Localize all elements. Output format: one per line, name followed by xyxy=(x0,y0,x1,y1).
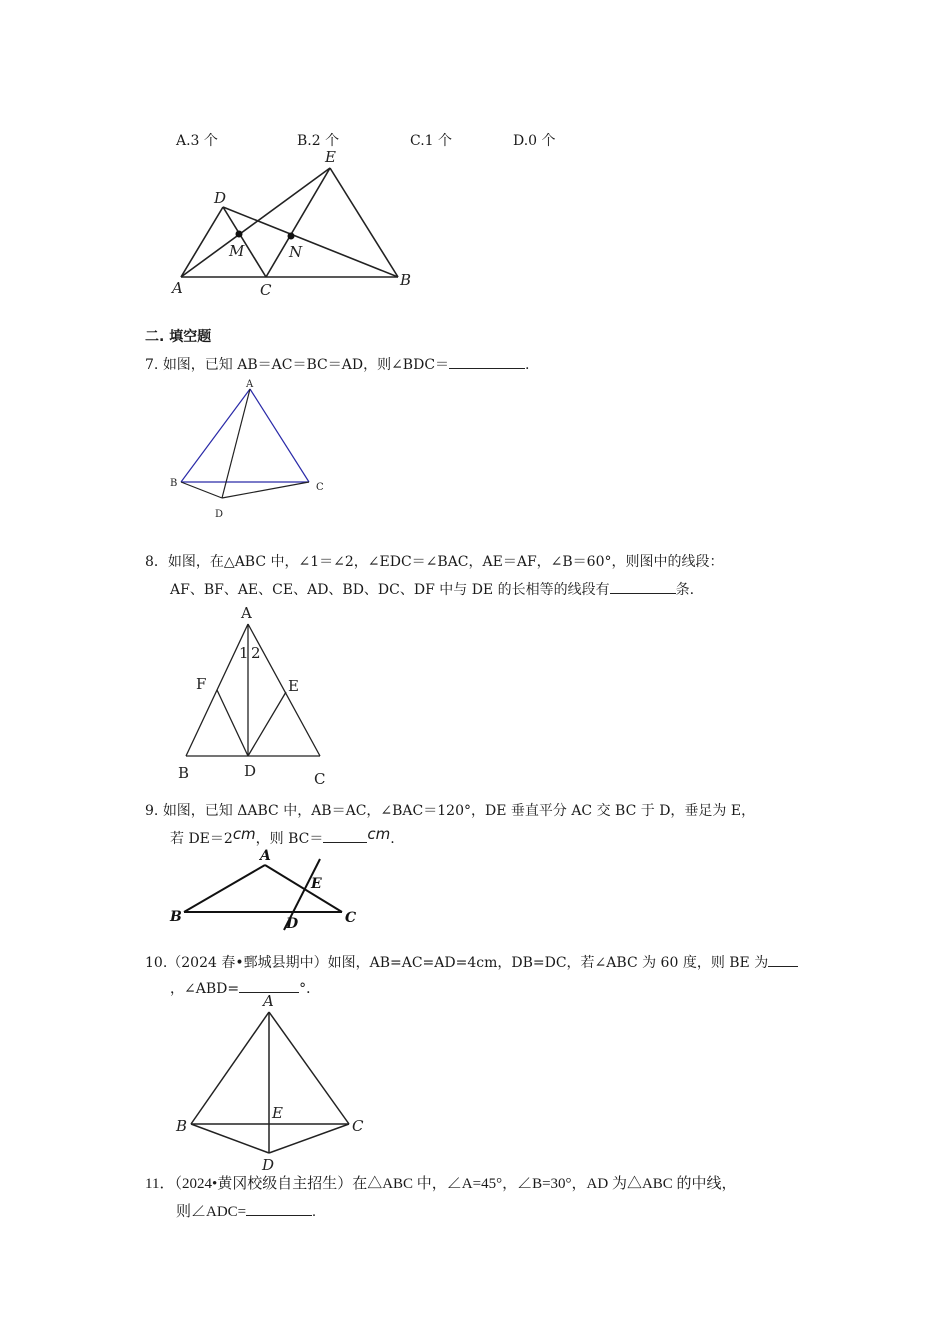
label-a: A xyxy=(263,992,274,1010)
label-e: E xyxy=(325,148,336,166)
q8-number: 8． xyxy=(145,554,168,570)
q11-blank xyxy=(246,1201,312,1216)
label-c: C xyxy=(352,1117,364,1135)
label-angle-1: 1 xyxy=(239,644,249,662)
option-a: A.3 个 xyxy=(176,133,218,149)
question-11-line2: 则∠ADC= . xyxy=(176,1201,316,1221)
question-9-line2: 若 DE＝2cm，则 BC＝ cm. xyxy=(170,825,395,847)
label-b: B xyxy=(170,909,182,925)
section-heading: 二. 填空题 xyxy=(145,329,212,345)
label-f: F xyxy=(196,675,207,693)
q7-number: 7. xyxy=(145,357,159,373)
q11-number: 11． xyxy=(145,1176,175,1192)
option-c: C.1 个 xyxy=(410,133,453,149)
label-a: A xyxy=(172,279,183,297)
label-n: N xyxy=(289,243,303,261)
label-b: B xyxy=(176,1117,188,1135)
label-a: A xyxy=(241,604,252,622)
option-d: D.0 个 xyxy=(513,133,556,149)
label-c: C xyxy=(345,910,357,926)
option-b: B.2 个 xyxy=(297,133,340,149)
question-8-line2: AF、BF、AE、CE、AD、BD、DC、DF 中与 DE 的长相等的线段有 条. xyxy=(170,579,694,599)
label-d: D xyxy=(262,1156,275,1174)
unit-cm: cm xyxy=(367,825,391,843)
label-b: B xyxy=(400,271,412,289)
question-7: 7. 如图，已知 AB＝AC＝BC＝AD，则∠BDC＝ . xyxy=(145,354,530,374)
label-a: A xyxy=(260,848,271,864)
label-e: E xyxy=(311,876,322,892)
label-angle-2: 2 xyxy=(251,644,261,662)
label-d: D xyxy=(286,916,299,932)
label-b: B xyxy=(178,764,190,782)
label-d: D xyxy=(244,762,257,780)
label-m: M xyxy=(229,242,245,260)
q7-text: 如图，已知 AB＝AC＝BC＝AD，则∠BDC＝ xyxy=(162,357,450,373)
label-b: B xyxy=(170,478,178,489)
question-10-line2: ，∠ABD= °． xyxy=(170,978,320,998)
question-8-line1: 8．如图，在△ABC 中，∠1＝∠2，∠EDC＝∠BAC，AE＝AF，∠B＝60°，则图中的线段： xyxy=(145,554,724,570)
label-a: A xyxy=(246,379,254,390)
label-c: C xyxy=(260,281,272,299)
label-c: C xyxy=(314,770,326,788)
label-e: E xyxy=(288,677,299,695)
question-10-line1: 10.（2024 春•鄄城县期中）如图，AB=AC=AD=4cm，DB=DC，若∠ABC 为 60 度，则 BE 为 xyxy=(145,952,798,972)
unit-cm: cm xyxy=(232,825,256,843)
question-11-line1: 11．（2024•黄冈校级自主招生）在△ABC 中，∠A=45°，∠B=30°，AD 为△ABC 的中线， xyxy=(145,1176,737,1192)
label-c: C xyxy=(316,482,324,493)
q10-number: 10. xyxy=(145,955,168,971)
label-d: D xyxy=(214,189,227,207)
label-e: E xyxy=(272,1104,283,1122)
q9-number: 9. xyxy=(145,803,159,819)
label-d: D xyxy=(215,509,224,520)
question-9-line1: 9. 如图，已知 ΔABC 中，AB＝AC，∠BAC＝120°，DE 垂直平分 AC 交 BC 于 D，垂足为 E， xyxy=(145,803,756,819)
